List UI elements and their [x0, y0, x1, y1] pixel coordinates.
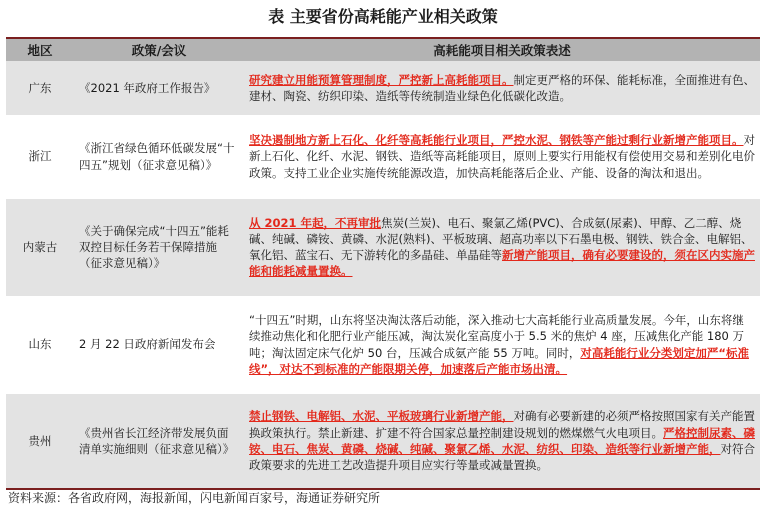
description-cell	[244, 61, 760, 115]
plain-text: 对确有必要新建的必须严格按照国家有关产能置换政策执行。禁止新建、扩建不符合国家总量控制建设规划的燃煤燃气火电项目。	[249, 409, 755, 440]
policy-cell: 《浙江省绿色循环低碳发展“十四五”规划（征求意见稿）》	[74, 115, 244, 198]
description-cell	[244, 393, 760, 489]
region-cell: 山东	[6, 296, 74, 393]
table-header-row	[6, 38, 760, 61]
plain-text: 焦炭(兰炭)、电石、聚氯乙烯(PVC)、合成氨(尿素)、甲醇、乙二醇、烧碱、纯碱、磷铵、黄磷、水泥(熟料)、平板玻璃、超高功率以下石墨电极、钢铁、铁合金、电解铝、氧化铝、蓝宝石、无下游转化的多晶硅、单晶硅等	[249, 215, 753, 262]
header-region: 地区	[6, 38, 74, 61]
description-cell	[244, 296, 760, 393]
region-cell: 浙江	[6, 115, 74, 198]
highlight-text: 从 2021 年起，不再审批	[249, 215, 382, 230]
highlight-text: 坚决遏制地方新上石化、化纤等高耗能行业项目，严控水泥、钢铁等产能过剩行业新增产能项目。	[249, 133, 744, 148]
highlight-text: 新增产能项目，确有必要建设的，须在区内实施产能和能耗减量置换。	[249, 248, 755, 279]
table-title: 表 主要省份高耗能产业相关政策	[268, 7, 498, 26]
table-row	[6, 61, 760, 115]
description-cell	[244, 115, 760, 198]
source-note: 资料来源：各省政府网，海报新闻，闪电新闻百家号，海通证券研究所	[8, 491, 381, 505]
highlight-text: 研究建立用能预算管理制度，严控新上高耗能项目。	[249, 72, 514, 87]
policy-cell: 《贵州省长江经济带发展负面清单实施细则（征求意见稿）》	[74, 393, 244, 489]
plain-text: 制定更严格的环保、能耗标准，全面推进有色、建材、陶瓷、纺织印染、造纸等传统制造业绿色化低碳化改造。	[249, 72, 755, 103]
region-cell: 贵州	[6, 393, 74, 489]
description-cell	[244, 198, 760, 296]
highlight-text: 严格控制尿素、磷铵、电石、焦炭、黄磷、烧碱、纯碱、聚氯乙烯、水泥、纺织、印染、造纸等行业新增产能，	[249, 425, 755, 456]
policy-cell: 《2021 年政府工作报告》	[74, 61, 244, 115]
policy-cell: 《关于确保完成“十四五”能耗双控目标任务若干保障措施（征求意见稿）》	[74, 198, 244, 296]
table-row	[6, 115, 760, 198]
table-row	[6, 393, 760, 489]
policy-table	[6, 37, 760, 490]
plain-text: 对符合政策要求的先进工艺改造提升项目应实行等量或减量置换。	[249, 441, 755, 472]
region-cell: 广东	[6, 61, 74, 115]
table-row	[6, 198, 760, 296]
header-policy: 政策/会议	[74, 38, 244, 61]
plain-text: 对新上石化、化纤、水泥、钢铁、造纸等高耗能项目，原则上要实行用能权有偿使用交易和差别化电价政策。支持工业企业实施传统能源改造，加快高耗能落后企业、产能、设备的淘汰和退出。	[249, 133, 755, 180]
highlight-text: 禁止钢铁、电解铝、水泥、平板玻璃行业新增产能，	[249, 409, 514, 424]
highlight-text: 对高耗能行业分类划定加严“标准线”，对达不到标准的产能限期关停，加速落后产能市场出清。	[249, 345, 749, 376]
policy-cell: 2 月 22 日政府新闻发布会	[74, 296, 244, 393]
plain-text: “十四五”时期，山东将坚决淘汰落后动能，深入推动七大高耗能行业高质量发展。今年，山东将继续推动焦化和化肥行业产能压减，淘汰炭化室高度小于 5.5 米的焦炉 4 座，压减焦化产能 180 万吨；淘汰固定床气化炉 50 台，压减合成氨产能 55 万吨。同时，	[249, 313, 744, 360]
table-row	[6, 296, 760, 393]
region-cell: 内蒙古	[6, 198, 74, 296]
header-description: 高耗能项目相关政策表述	[244, 38, 760, 61]
